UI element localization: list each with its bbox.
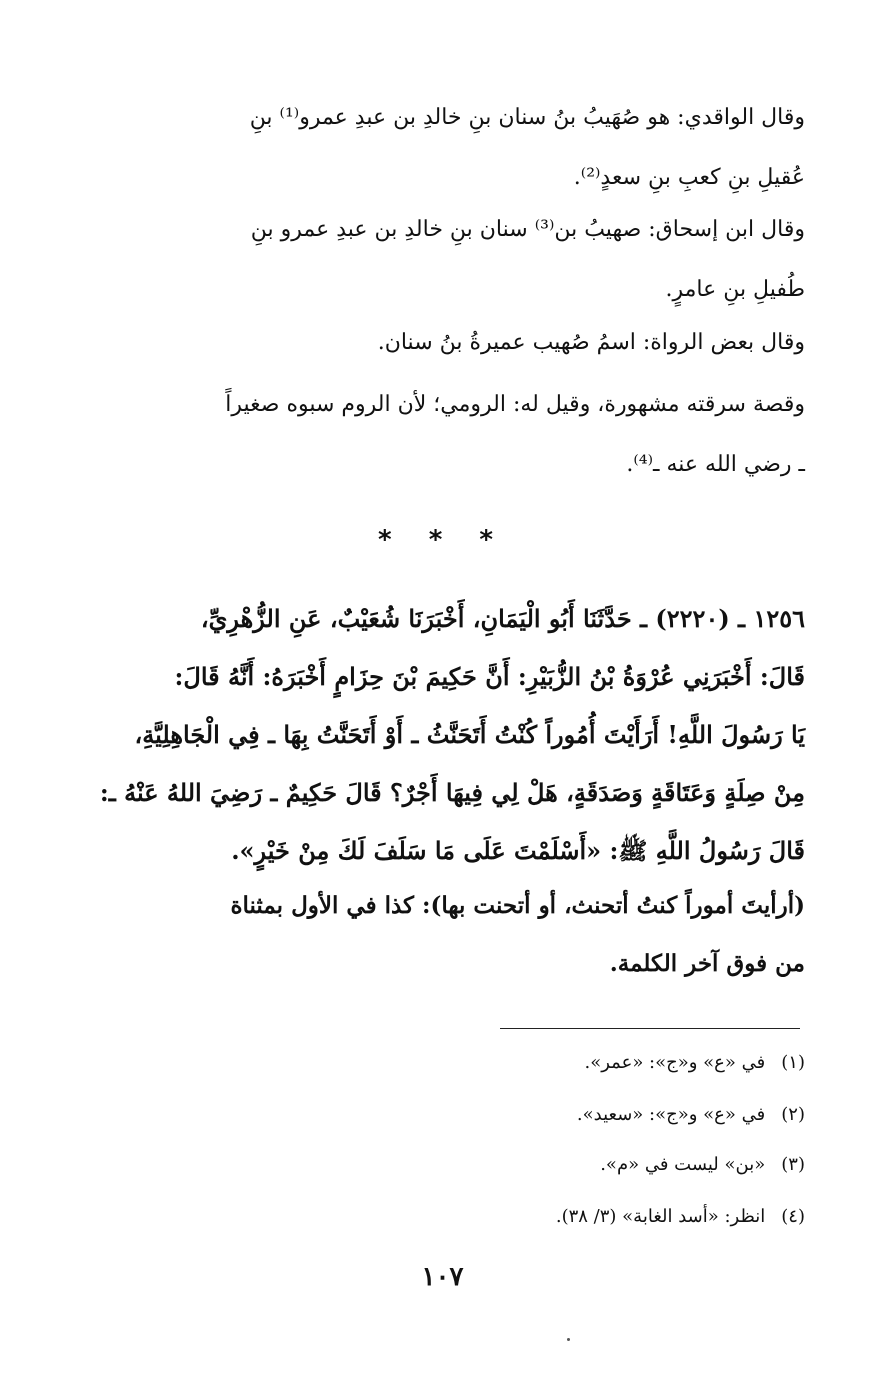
hadith-line: ١٢٥٦ ـ (٢٢٢٠) ـ حَدَّثَنَا أَبُو الْيَمَانِ، أَخْبَرَنَا شُعَيْبٌ، عَنِ الزُّهْرِيِّ، xyxy=(200,604,805,633)
commentary-line: (أرأيتَ أموراً كنتُ أتحنث، أو أتحنت بها): كذا في الأول بمثناة xyxy=(230,892,805,919)
footnote-number: (٣) xyxy=(781,1154,805,1175)
footnote-text: انظر: «أسد الغابة» (٣/ ٣٨). xyxy=(555,1206,766,1227)
footnote-divider xyxy=(500,1028,800,1029)
paragraph-waqidi xyxy=(75,88,805,208)
paragraph-story xyxy=(75,375,805,495)
text-line: وقصة سرقته مشهورة، وقيل له: الرومي؛ لأن الروم سبوه صغيراً xyxy=(225,392,805,417)
footnote-2 xyxy=(105,1104,805,1125)
footnote-number: (٤) xyxy=(781,1206,805,1227)
footnote-text: «بن» ليست في «م». xyxy=(600,1154,766,1175)
hadith-text xyxy=(75,590,805,880)
commentary-line: من فوق آخر الكلمة. xyxy=(609,950,805,977)
commentary xyxy=(75,877,805,993)
hadith-line: يَا رَسُولَ اللَّهِ! أَرَأَيْتَ أُمُوراً كُنْتُ أَتَحَنَّثُ ـ أَوْ أَتَحَنَّتُ بِهَا ـ فِي الْجَاهِلِيَّةِ، xyxy=(134,720,805,749)
footnote-number: (١) xyxy=(781,1052,805,1073)
scan-speck xyxy=(567,1338,570,1341)
text-line: ـ رضي الله عنه ـ⁽⁴⁾. xyxy=(626,452,805,477)
hadith-line: قَالَ: أَخْبَرَنِي عُرْوَةُ بْنُ الزُّبَيْرِ: أَنَّ حَكِيمَ بْنَ حِزَامٍ أَخْبَرَهُ: أَنَّهُ قَالَ: xyxy=(174,662,805,691)
hadith-line: قَالَ رَسُولُ اللَّهِ ﷺ: «أَسْلَمْتَ عَلَى مَا سَلَفَ لَكَ مِنْ خَيْرٍ». xyxy=(231,836,805,865)
section-separator: * * * xyxy=(378,525,507,555)
paragraph-narrators xyxy=(75,313,805,373)
footnote-text: في «ع» و«ج»: «عمر». xyxy=(584,1052,766,1073)
text-line: وقال ابن إسحاق: صهيبُ بن⁽³⁾ سنان بنِ خالدِ بن عبدِ عمرو بنِ xyxy=(250,217,805,242)
footnote-number: (٢) xyxy=(781,1104,805,1125)
paragraph-ibn-ishaq xyxy=(75,200,805,320)
hadith-line: مِنْ صِلَةٍ وَعَتَاقَةٍ وَصَدَقَةٍ، هَلْ لِي فِيهَا أَجْرٌ؟ قَالَ حَكِيمٌ ـ رَضِيَ اللهُ عَنْهُ ـ: xyxy=(99,778,805,807)
footnote-4 xyxy=(105,1206,805,1227)
page-number: ١٠٧ xyxy=(421,1262,464,1292)
text-line: وقال الواقدي: هو صُهَيبُ بنُ سنان بنِ خالدِ بن عبدِ عمرو⁽¹⁾ بنِ xyxy=(249,105,805,130)
footnote-3 xyxy=(105,1154,805,1175)
footnote-1 xyxy=(105,1052,805,1073)
footnote-text: في «ع» و«ج»: «سعيد». xyxy=(576,1104,766,1125)
text-line: وقال بعض الرواة: اسمُ صُهيب عميرةُ بنُ سنان. xyxy=(377,330,805,355)
text-line: طُفيلِ بنِ عامرٍ. xyxy=(665,277,805,302)
text-line: عُقيلِ بنِ كعبِ بنِ سعدٍ⁽²⁾. xyxy=(573,165,805,190)
